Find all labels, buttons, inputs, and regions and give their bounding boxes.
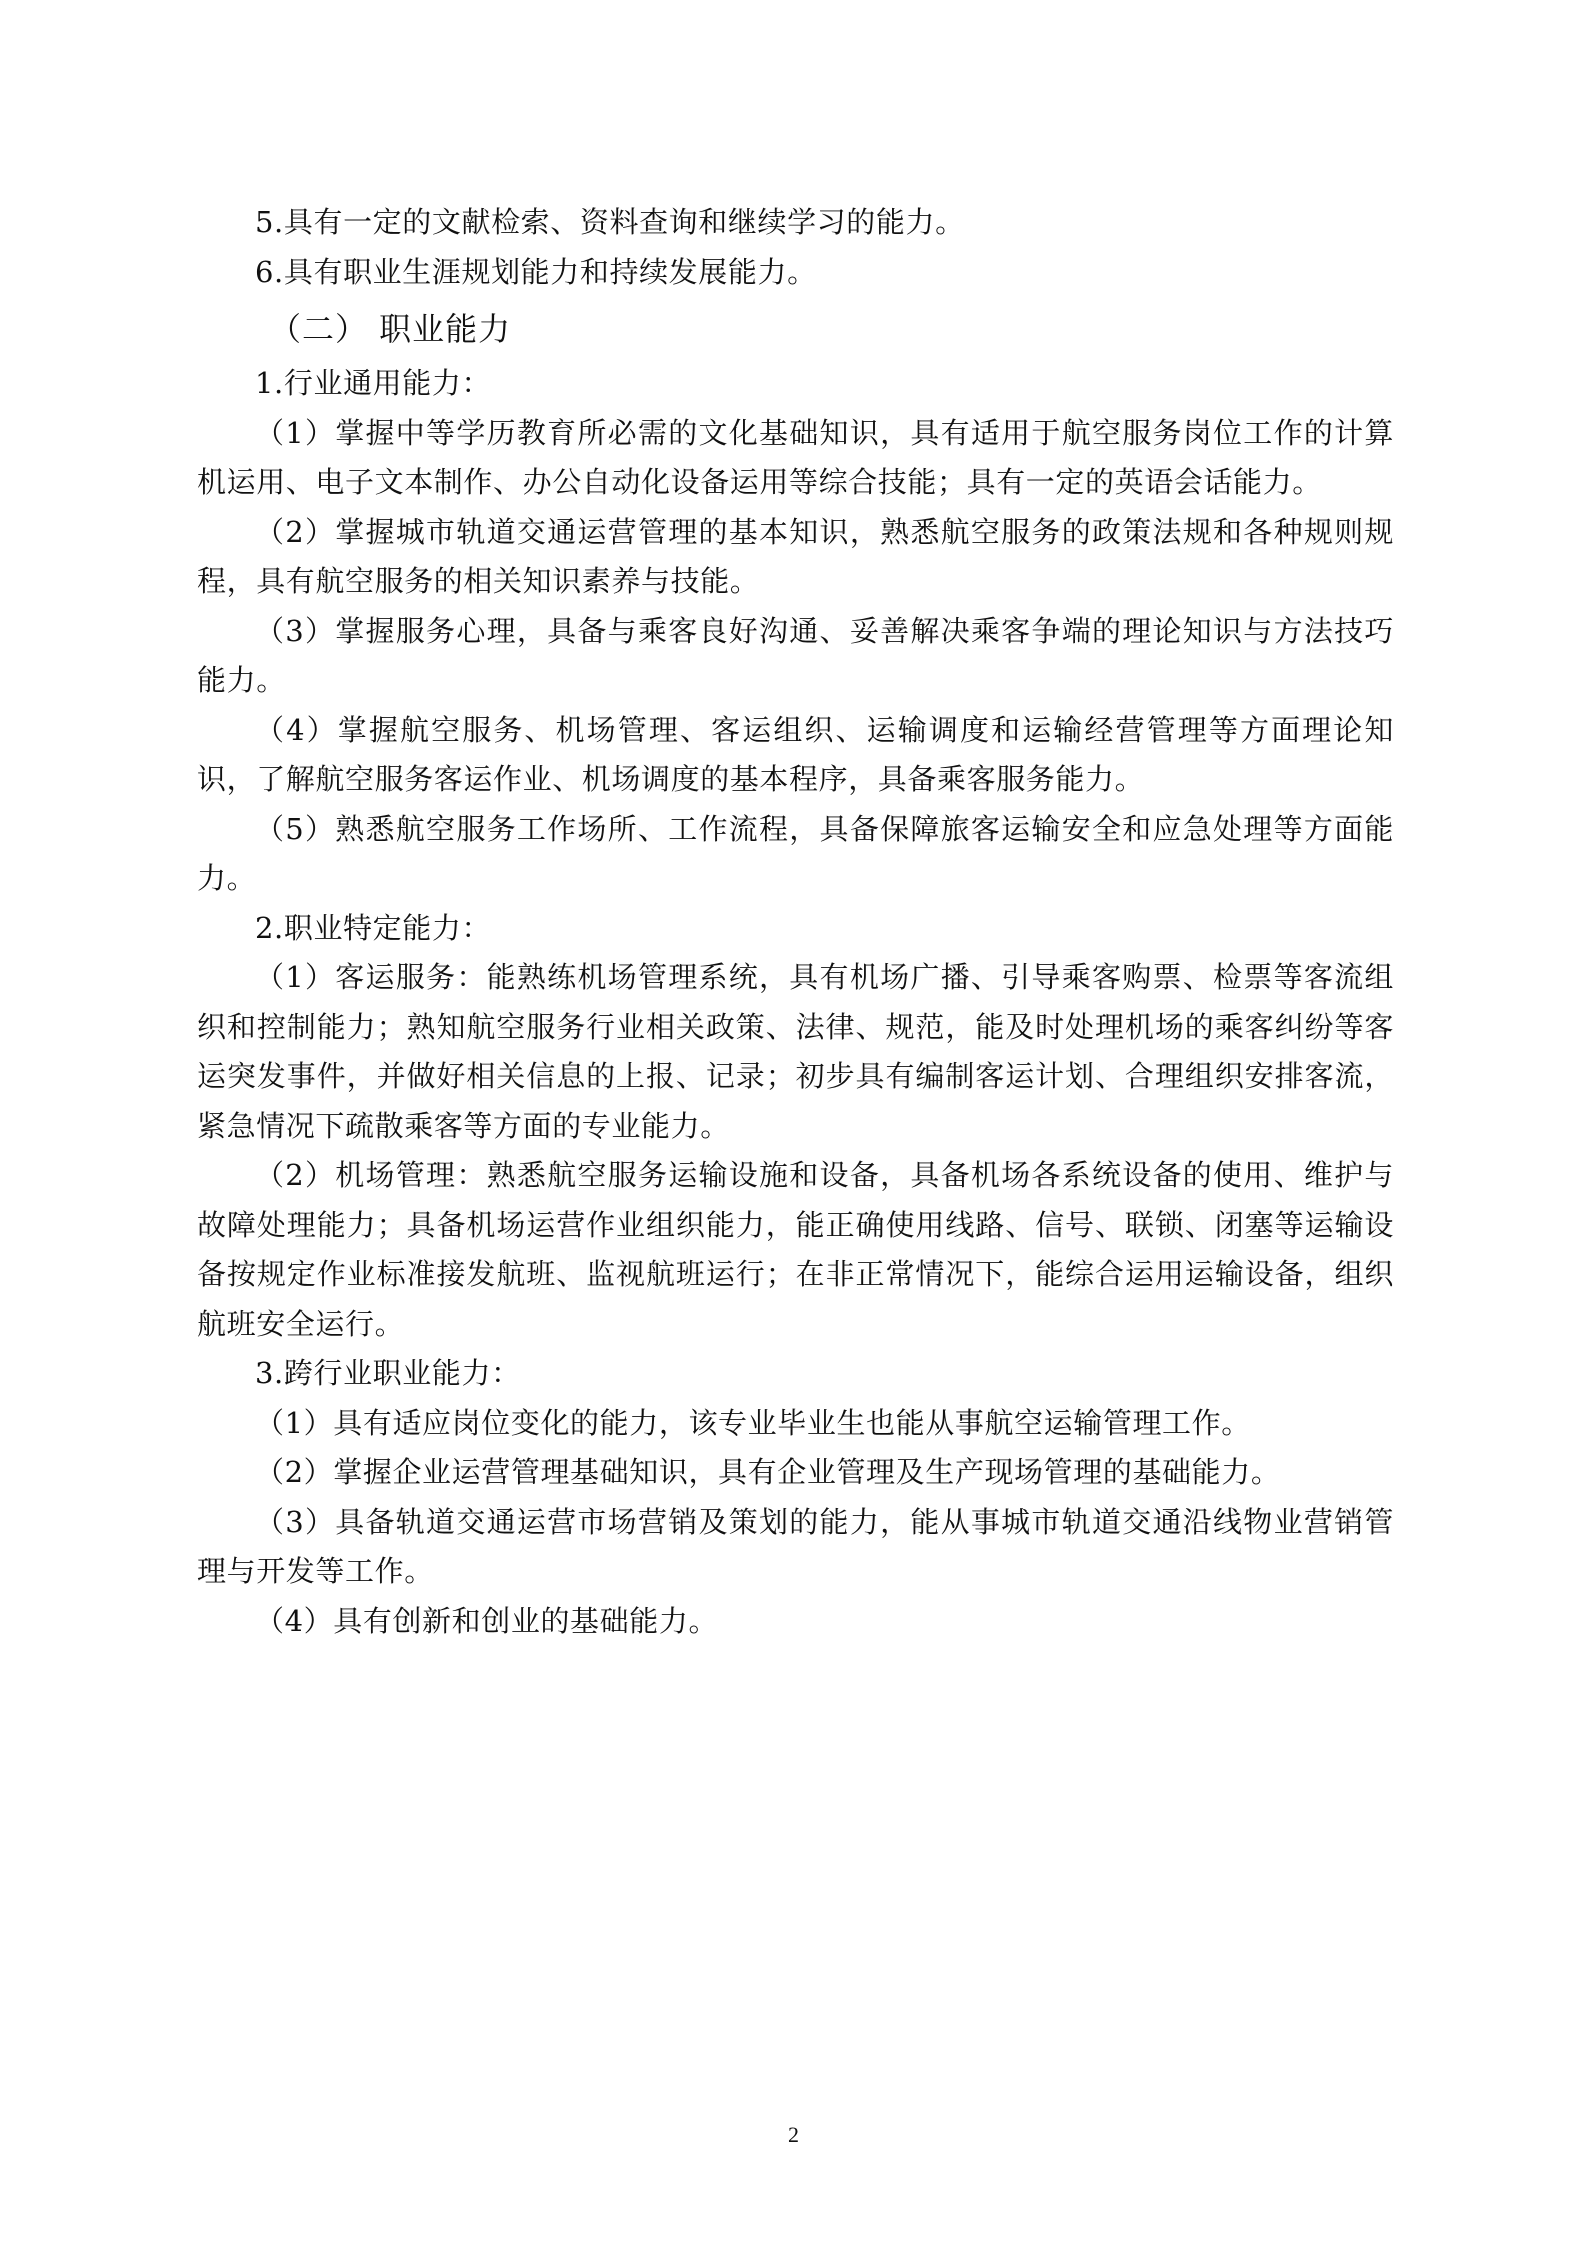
paragraph-cross-3: （3）具备轨道交通运营市场营销及策划的能力，能从事城市轨道交通沿线物业营销管理与开发等工作。	[197, 1504, 1394, 1588]
page-number: 2	[788, 2122, 799, 2147]
paragraph-specific-1: （1）客运服务：能熟练机场管理系统，具有机场广播、引导乘客购票、检票等客流组织和控制能力；熟知航空服务行业相关政策、法律、规范，能及时处理机场的乘客纠纷等客运突发事件，并做好相关信息的上报、记录；初步具有编制客运计划、合理组织安排客流，紧急情况下疏散乘客等方面的专业能力。	[197, 960, 1394, 1143]
paragraph-specific-2: （2）机场管理：熟悉航空服务运输设施和设备，具备机场各系统设备的使用、维护与故障处理能力；具备机场运营作业组织能力，能正确使用线路、信号、联锁、闭塞等运输设备按规定作业标准接发航班、监视航班运行；在非正常情况下，能综合运用运输设备，组织航班安全运行。	[197, 1158, 1394, 1341]
section-heading-professional-ability: （二） 职业能力	[269, 310, 512, 348]
paragraph-cross-4: （4）具有创新和创业的基础能力。	[255, 1603, 719, 1638]
paragraph-cross-2: （2）掌握企业运营管理基础知识，具有企业管理及生产现场管理的基础能力。	[255, 1455, 1281, 1489]
paragraph-general-3: （3）掌握服务心理，具备与乘客良好沟通、妥善解决乘客争端的理论知识与方法技巧能力。	[197, 613, 1394, 697]
paragraph-general-4: （4）掌握航空服务、机场管理、客运组织、运输调度和运输经营管理等方面理论知识，了解航空服务客运作业、机场调度的基本程序，具备乘客服务能力。	[197, 712, 1394, 796]
paragraph-general-1: （1）掌握中等学历教育所必需的文化基础知识，具有适用于航空服务岗位工作的计算机运用、电子文本制作、办公自动化设备运用等综合技能；具有一定的英语会话能力。	[197, 415, 1394, 499]
paragraph-general-2: （2）掌握城市轨道交通运营管理的基本知识，熟悉航空服务的政策法规和各种规则规程，具有航空服务的相关知识素养与技能。	[197, 514, 1394, 598]
paragraph-cross-1: （1）具有适应岗位变化的能力，该专业毕业生也能从事航空运输管理工作。	[255, 1405, 1251, 1440]
subheading-specific-ability: 2.职业特定能力：	[255, 910, 492, 945]
subheading-industry-general-ability: 1.行业通用能力：	[255, 366, 492, 400]
paragraph-literature-retrieval: 5.具有一定的文献检索、资料查询和继续学习的能力。	[255, 205, 965, 239]
paragraph-career-planning: 6.具有职业生涯规划能力和持续发展能力。	[255, 254, 817, 289]
subheading-cross-industry-ability: 3.跨行业职业能力：	[255, 1356, 521, 1390]
paragraph-general-5: （5）熟悉航空服务工作场所、工作流程，具备保障旅客运输安全和应急处理等方面能力。	[197, 811, 1394, 895]
page-body	[197, 198, 1394, 1646]
